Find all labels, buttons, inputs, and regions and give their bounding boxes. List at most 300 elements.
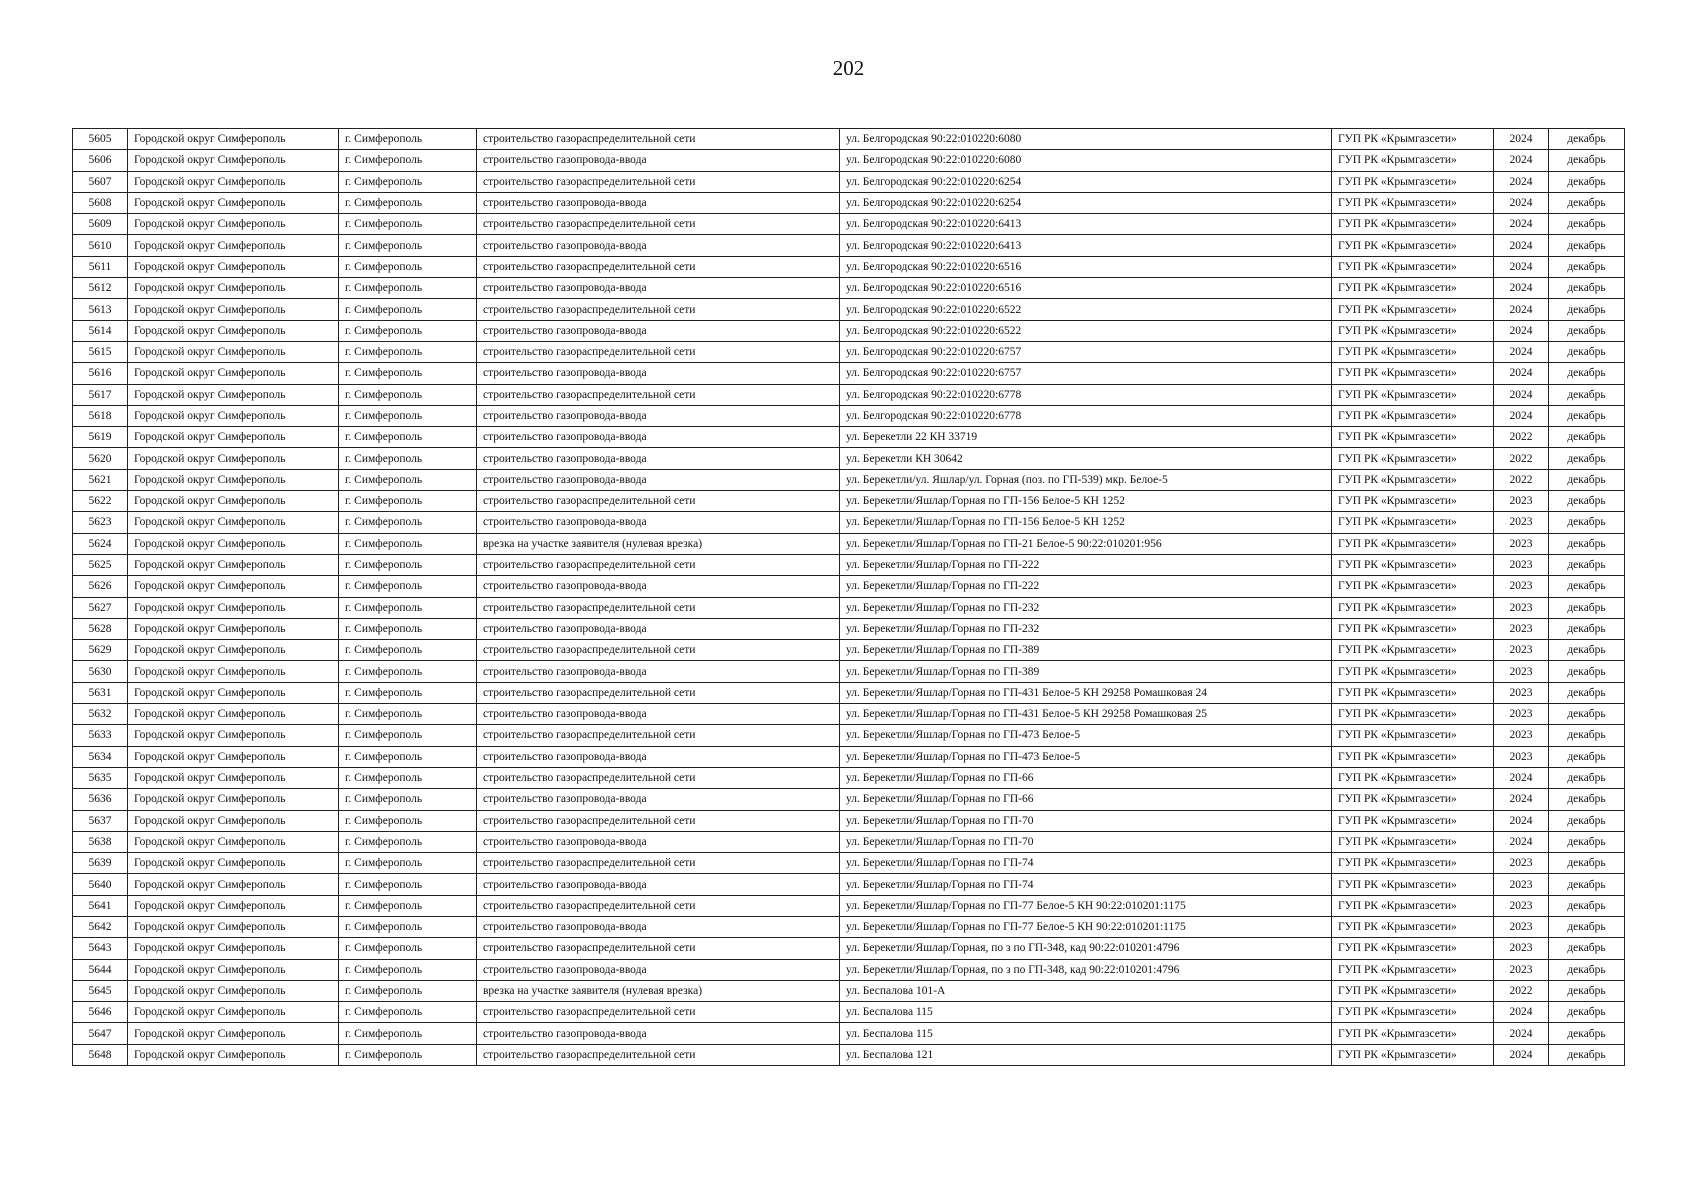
cell-address: ул. Берекетли/Яшлар/Горная по ГП-156 Белое-5 КН 1252 xyxy=(840,491,1332,512)
cell-month: декабрь xyxy=(1549,895,1625,916)
cell-row-number: 5628 xyxy=(73,618,128,639)
cell-row-number: 5623 xyxy=(73,512,128,533)
cell-organization: ГУП РК «Крымгазсети» xyxy=(1332,554,1494,575)
cell-row-number: 5622 xyxy=(73,491,128,512)
table-row xyxy=(73,491,1625,512)
cell-address: ул. Беспалова 115 xyxy=(840,1023,1332,1044)
cell-row-number: 5615 xyxy=(73,341,128,362)
cell-settlement: г. Симферополь xyxy=(339,853,477,874)
cell-row-number: 5617 xyxy=(73,384,128,405)
cell-year: 2024 xyxy=(1494,405,1549,426)
table-row xyxy=(73,512,1625,533)
cell-municipal-district: Городской округ Симферополь xyxy=(128,448,339,469)
cell-row-number: 5631 xyxy=(73,682,128,703)
cell-month: декабрь xyxy=(1549,810,1625,831)
cell-work-type: строительство газопровода-ввода xyxy=(477,789,840,810)
cell-address: ул. Белгородская 90:22:010220:6757 xyxy=(840,341,1332,362)
cell-work-type: строительство газораспределительной сети xyxy=(477,767,840,788)
cell-year: 2023 xyxy=(1494,491,1549,512)
cell-municipal-district: Городской округ Симферополь xyxy=(128,576,339,597)
cell-row-number: 5642 xyxy=(73,916,128,937)
cell-address: ул. Белгородская 90:22:010220:6254 xyxy=(840,171,1332,192)
cell-work-type: врезка на участке заявителя (нулевая врезка) xyxy=(477,533,840,554)
cell-work-type: врезка на участке заявителя (нулевая врезка) xyxy=(477,980,840,1001)
cell-work-type: строительство газораспределительной сети xyxy=(477,384,840,405)
cell-row-number: 5629 xyxy=(73,640,128,661)
cell-municipal-district: Городской округ Симферополь xyxy=(128,746,339,767)
cell-row-number: 5611 xyxy=(73,256,128,277)
cell-month: декабрь xyxy=(1549,959,1625,980)
cell-year: 2022 xyxy=(1494,427,1549,448)
table-row xyxy=(73,320,1625,341)
table-row xyxy=(73,1044,1625,1065)
cell-work-type: строительство газопровода-ввода xyxy=(477,235,840,256)
cell-work-type: строительство газораспределительной сети xyxy=(477,256,840,277)
cell-row-number: 5605 xyxy=(73,129,128,150)
cell-month: декабрь xyxy=(1549,1044,1625,1065)
cell-month: декабрь xyxy=(1549,980,1625,1001)
cell-address: ул. Берекетли/Яшлар/Горная по ГП-77 Белое-5 КН 90:22:010201:1175 xyxy=(840,895,1332,916)
cell-settlement: г. Симферополь xyxy=(339,491,477,512)
cell-organization: ГУП РК «Крымгазсети» xyxy=(1332,363,1494,384)
cell-municipal-district: Городской округ Симферополь xyxy=(128,895,339,916)
cell-municipal-district: Городской округ Симферополь xyxy=(128,491,339,512)
cell-row-number: 5647 xyxy=(73,1023,128,1044)
cell-address: ул. Белгородская 90:22:010220:6778 xyxy=(840,405,1332,426)
cell-work-type: строительство газопровода-ввода xyxy=(477,278,840,299)
cell-municipal-district: Городской округ Симферополь xyxy=(128,427,339,448)
cell-year: 2023 xyxy=(1494,533,1549,554)
cell-settlement: г. Симферополь xyxy=(339,320,477,341)
cell-settlement: г. Симферополь xyxy=(339,405,477,426)
cell-settlement: г. Симферополь xyxy=(339,916,477,937)
cell-row-number: 5608 xyxy=(73,192,128,213)
cell-year: 2023 xyxy=(1494,853,1549,874)
cell-municipal-district: Городской округ Симферополь xyxy=(128,597,339,618)
cell-address: ул. Белгородская 90:22:010220:6516 xyxy=(840,278,1332,299)
cell-municipal-district: Городской округ Симферополь xyxy=(128,299,339,320)
cell-organization: ГУП РК «Крымгазсети» xyxy=(1332,704,1494,725)
table-row xyxy=(73,171,1625,192)
cell-work-type: строительство газораспределительной сети xyxy=(477,938,840,959)
cell-municipal-district: Городской округ Симферополь xyxy=(128,278,339,299)
cell-work-type: строительство газопровода-ввода xyxy=(477,512,840,533)
cell-address: ул. Берекетли/Яшлар/Горная по ГП-222 xyxy=(840,576,1332,597)
cell-work-type: строительство газораспределительной сети xyxy=(477,491,840,512)
cell-year: 2024 xyxy=(1494,1044,1549,1065)
cell-month: декабрь xyxy=(1549,789,1625,810)
cell-year: 2024 xyxy=(1494,320,1549,341)
cell-municipal-district: Городской округ Симферополь xyxy=(128,1002,339,1023)
cell-month: декабрь xyxy=(1549,576,1625,597)
cell-address: ул. Берекетли/Яшлар/Горная по ГП-389 xyxy=(840,640,1332,661)
cell-work-type: строительство газораспределительной сети xyxy=(477,299,840,320)
table-row xyxy=(73,150,1625,171)
table-row xyxy=(73,1002,1625,1023)
cell-year: 2023 xyxy=(1494,746,1549,767)
cell-municipal-district: Городской округ Симферополь xyxy=(128,980,339,1001)
cell-organization: ГУП РК «Крымгазсети» xyxy=(1332,959,1494,980)
cell-work-type: строительство газораспределительной сети xyxy=(477,597,840,618)
cell-year: 2024 xyxy=(1494,384,1549,405)
cell-year: 2024 xyxy=(1494,299,1549,320)
cell-municipal-district: Городской округ Симферополь xyxy=(128,661,339,682)
cell-settlement: г. Симферополь xyxy=(339,767,477,788)
cell-address: ул. Белгородская 90:22:010220:6413 xyxy=(840,235,1332,256)
cell-municipal-district: Городской округ Симферополь xyxy=(128,129,339,150)
cell-settlement: г. Симферополь xyxy=(339,1044,477,1065)
cell-organization: ГУП РК «Крымгазсети» xyxy=(1332,384,1494,405)
cell-row-number: 5627 xyxy=(73,597,128,618)
cell-month: декабрь xyxy=(1549,192,1625,213)
cell-row-number: 5632 xyxy=(73,704,128,725)
cell-month: декабрь xyxy=(1549,704,1625,725)
table-row xyxy=(73,129,1625,150)
cell-month: декабрь xyxy=(1549,874,1625,895)
cell-month: декабрь xyxy=(1549,384,1625,405)
cell-row-number: 5610 xyxy=(73,235,128,256)
cell-month: декабрь xyxy=(1549,256,1625,277)
table-row xyxy=(73,235,1625,256)
cell-month: декабрь xyxy=(1549,427,1625,448)
cell-address: ул. Берекетли/Яшлар/Горная по ГП-70 xyxy=(840,810,1332,831)
cell-year: 2022 xyxy=(1494,469,1549,490)
table-row xyxy=(73,618,1625,639)
cell-municipal-district: Городской округ Симферополь xyxy=(128,469,339,490)
table-row xyxy=(73,405,1625,426)
cell-row-number: 5637 xyxy=(73,810,128,831)
cell-settlement: г. Симферополь xyxy=(339,363,477,384)
cell-work-type: строительство газораспределительной сети xyxy=(477,214,840,235)
cell-month: декабрь xyxy=(1549,299,1625,320)
cell-address: ул. Берекетли/Яшлар/Горная по ГП-473 Белое-5 xyxy=(840,746,1332,767)
cell-year: 2024 xyxy=(1494,767,1549,788)
table-row xyxy=(73,469,1625,490)
cell-row-number: 5619 xyxy=(73,427,128,448)
table-row xyxy=(73,895,1625,916)
cell-work-type: строительство газораспределительной сети xyxy=(477,853,840,874)
table-row xyxy=(73,256,1625,277)
cell-month: декабрь xyxy=(1549,682,1625,703)
cell-year: 2022 xyxy=(1494,448,1549,469)
cell-month: декабрь xyxy=(1549,278,1625,299)
cell-organization: ГУП РК «Крымгазсети» xyxy=(1332,725,1494,746)
table-row xyxy=(73,959,1625,980)
cell-work-type: строительство газопровода-ввода xyxy=(477,704,840,725)
table-row xyxy=(73,1023,1625,1044)
cell-work-type: строительство газопровода-ввода xyxy=(477,363,840,384)
cell-settlement: г. Симферополь xyxy=(339,150,477,171)
cell-settlement: г. Симферополь xyxy=(339,938,477,959)
cell-settlement: г. Симферополь xyxy=(339,469,477,490)
cell-municipal-district: Городской округ Симферополь xyxy=(128,256,339,277)
cell-municipal-district: Городской округ Симферополь xyxy=(128,810,339,831)
cell-organization: ГУП РК «Крымгазсети» xyxy=(1332,278,1494,299)
cell-row-number: 5648 xyxy=(73,1044,128,1065)
cell-work-type: строительство газопровода-ввода xyxy=(477,661,840,682)
cell-organization: ГУП РК «Крымгазсети» xyxy=(1332,171,1494,192)
cell-month: декабрь xyxy=(1549,405,1625,426)
cell-address: ул. Белгородская 90:22:010220:6413 xyxy=(840,214,1332,235)
cell-address: ул. Берекетли/Яшлар/Горная по ГП-473 Белое-5 xyxy=(840,725,1332,746)
cell-address: ул. Берекетли/Яшлар/Горная по ГП-66 xyxy=(840,767,1332,788)
cell-settlement: г. Симферополь xyxy=(339,448,477,469)
cell-work-type: строительство газораспределительной сети xyxy=(477,341,840,362)
cell-year: 2024 xyxy=(1494,129,1549,150)
cell-row-number: 5618 xyxy=(73,405,128,426)
cell-address: ул. Берекетли/Яшлар/Горная по ГП-74 xyxy=(840,874,1332,895)
cell-month: декабрь xyxy=(1549,235,1625,256)
cell-settlement: г. Симферополь xyxy=(339,640,477,661)
table-row xyxy=(73,278,1625,299)
cell-municipal-district: Городской округ Симферополь xyxy=(128,192,339,213)
cell-settlement: г. Симферополь xyxy=(339,256,477,277)
cell-work-type: строительство газопровода-ввода xyxy=(477,469,840,490)
cell-address: ул. Берекетли/Яшлар/Горная по ГП-74 xyxy=(840,853,1332,874)
cell-organization: ГУП РК «Крымгазсети» xyxy=(1332,150,1494,171)
cell-municipal-district: Городской округ Симферополь xyxy=(128,874,339,895)
cell-month: декабрь xyxy=(1549,554,1625,575)
cell-row-number: 5620 xyxy=(73,448,128,469)
cell-year: 2023 xyxy=(1494,938,1549,959)
cell-organization: ГУП РК «Крымгазсети» xyxy=(1332,1044,1494,1065)
cell-work-type: строительство газопровода-ввода xyxy=(477,320,840,341)
table-row xyxy=(73,533,1625,554)
table-row xyxy=(73,363,1625,384)
cell-municipal-district: Городской округ Симферополь xyxy=(128,533,339,554)
cell-month: декабрь xyxy=(1549,661,1625,682)
cell-row-number: 5640 xyxy=(73,874,128,895)
cell-municipal-district: Городской округ Симферополь xyxy=(128,512,339,533)
cell-address: ул. Берекетли/Яшлар/Горная по ГП-431 Белое-5 КН 29258 Ромашковая 25 xyxy=(840,704,1332,725)
cell-municipal-district: Городской округ Симферополь xyxy=(128,725,339,746)
cell-municipal-district: Городской округ Симферополь xyxy=(128,150,339,171)
cell-year: 2024 xyxy=(1494,363,1549,384)
cell-settlement: г. Симферополь xyxy=(339,959,477,980)
cell-address: ул. Берекетли/Яшлар/Горная, по з по ГП-348, кад 90:22:010201:4796 xyxy=(840,938,1332,959)
cell-settlement: г. Симферополь xyxy=(339,192,477,213)
cell-municipal-district: Городской округ Симферополь xyxy=(128,1044,339,1065)
cell-year: 2024 xyxy=(1494,171,1549,192)
cell-month: декабрь xyxy=(1549,512,1625,533)
cell-month: декабрь xyxy=(1549,767,1625,788)
cell-organization: ГУП РК «Крымгазсети» xyxy=(1332,299,1494,320)
cell-work-type: строительство газораспределительной сети xyxy=(477,682,840,703)
cell-organization: ГУП РК «Крымгазсети» xyxy=(1332,810,1494,831)
cell-municipal-district: Городской округ Симферополь xyxy=(128,640,339,661)
cell-row-number: 5641 xyxy=(73,895,128,916)
cell-organization: ГУП РК «Крымгазсети» xyxy=(1332,512,1494,533)
cell-month: декабрь xyxy=(1549,725,1625,746)
cell-year: 2022 xyxy=(1494,980,1549,1001)
cell-address: ул. Белгородская 90:22:010220:6254 xyxy=(840,192,1332,213)
cell-municipal-district: Городской округ Симферополь xyxy=(128,767,339,788)
cell-address: ул. Берекетли КН 30642 xyxy=(840,448,1332,469)
cell-row-number: 5636 xyxy=(73,789,128,810)
cell-municipal-district: Городской округ Симферополь xyxy=(128,1023,339,1044)
cell-organization: ГУП РК «Крымгазсети» xyxy=(1332,831,1494,852)
table-row xyxy=(73,384,1625,405)
page-number: 202 xyxy=(832,56,865,80)
cell-month: декабрь xyxy=(1549,363,1625,384)
cell-municipal-district: Городской округ Симферополь xyxy=(128,789,339,810)
cell-settlement: г. Симферополь xyxy=(339,980,477,1001)
cell-organization: ГУП РК «Крымгазсети» xyxy=(1332,980,1494,1001)
cell-settlement: г. Симферополь xyxy=(339,576,477,597)
cell-settlement: г. Симферополь xyxy=(339,618,477,639)
cell-organization: ГУП РК «Крымгазсети» xyxy=(1332,853,1494,874)
cell-year: 2023 xyxy=(1494,874,1549,895)
cell-month: декабрь xyxy=(1549,831,1625,852)
cell-municipal-district: Городской округ Симферополь xyxy=(128,682,339,703)
cell-work-type: строительство газопровода-ввода xyxy=(477,746,840,767)
cell-address: ул. Берекетли/Яшлар/Горная по ГП-77 Белое-5 КН 90:22:010201:1175 xyxy=(840,916,1332,937)
cell-organization: ГУП РК «Крымгазсети» xyxy=(1332,491,1494,512)
cell-work-type: строительство газопровода-ввода xyxy=(477,427,840,448)
gas-network-registry-table xyxy=(72,128,1625,1066)
cell-year: 2023 xyxy=(1494,554,1549,575)
cell-address: ул. Беспалова 115 xyxy=(840,1002,1332,1023)
cell-work-type: строительство газораспределительной сети xyxy=(477,725,840,746)
cell-address: ул. Берекетли/Яшлар/Горная по ГП-70 xyxy=(840,831,1332,852)
cell-year: 2023 xyxy=(1494,916,1549,937)
cell-work-type: строительство газораспределительной сети xyxy=(477,1002,840,1023)
cell-settlement: г. Симферополь xyxy=(339,384,477,405)
cell-row-number: 5646 xyxy=(73,1002,128,1023)
cell-month: декабрь xyxy=(1549,491,1625,512)
cell-organization: ГУП РК «Крымгазсети» xyxy=(1332,746,1494,767)
cell-address: ул. Берекетли/Яшлар/Горная по ГП-389 xyxy=(840,661,1332,682)
cell-organization: ГУП РК «Крымгазсети» xyxy=(1332,874,1494,895)
cell-year: 2024 xyxy=(1494,341,1549,362)
cell-municipal-district: Городской округ Симферополь xyxy=(128,554,339,575)
cell-organization: ГУП РК «Крымгазсети» xyxy=(1332,576,1494,597)
cell-work-type: строительство газопровода-ввода xyxy=(477,959,840,980)
cell-settlement: г. Симферополь xyxy=(339,171,477,192)
cell-settlement: г. Симферополь xyxy=(339,725,477,746)
table-row xyxy=(73,810,1625,831)
cell-settlement: г. Симферополь xyxy=(339,299,477,320)
cell-year: 2023 xyxy=(1494,512,1549,533)
cell-month: декабрь xyxy=(1549,1023,1625,1044)
cell-organization: ГУП РК «Крымгазсети» xyxy=(1332,916,1494,937)
table-row xyxy=(73,874,1625,895)
cell-row-number: 5643 xyxy=(73,938,128,959)
cell-address: ул. Берекетли/Яшлар/Горная по ГП-21 Белое-5 90:22:010201:956 xyxy=(840,533,1332,554)
cell-settlement: г. Симферополь xyxy=(339,278,477,299)
cell-month: декабрь xyxy=(1549,746,1625,767)
cell-month: декабрь xyxy=(1549,618,1625,639)
cell-row-number: 5644 xyxy=(73,959,128,980)
cell-municipal-district: Городской округ Симферополь xyxy=(128,171,339,192)
cell-address: ул. Беспалова 121 xyxy=(840,1044,1332,1065)
table-row xyxy=(73,192,1625,213)
table-row xyxy=(73,597,1625,618)
cell-work-type: строительство газопровода-ввода xyxy=(477,576,840,597)
cell-row-number: 5616 xyxy=(73,363,128,384)
cell-row-number: 5639 xyxy=(73,853,128,874)
cell-address: ул. Белгородская 90:22:010220:6080 xyxy=(840,150,1332,171)
cell-organization: ГУП РК «Крымгазсети» xyxy=(1332,235,1494,256)
cell-row-number: 5626 xyxy=(73,576,128,597)
table-row xyxy=(73,341,1625,362)
cell-settlement: г. Симферополь xyxy=(339,533,477,554)
cell-work-type: строительство газораспределительной сети xyxy=(477,1044,840,1065)
cell-municipal-district: Городской округ Симферополь xyxy=(128,916,339,937)
cell-municipal-district: Городской округ Симферополь xyxy=(128,853,339,874)
cell-row-number: 5614 xyxy=(73,320,128,341)
cell-municipal-district: Городской округ Симферополь xyxy=(128,235,339,256)
table-row xyxy=(73,640,1625,661)
cell-address: ул. Белгородская 90:22:010220:6080 xyxy=(840,129,1332,150)
cell-settlement: г. Симферополь xyxy=(339,1023,477,1044)
table-row xyxy=(73,427,1625,448)
cell-settlement: г. Симферополь xyxy=(339,895,477,916)
cell-municipal-district: Городской округ Симферополь xyxy=(128,831,339,852)
table-row xyxy=(73,853,1625,874)
table-row xyxy=(73,916,1625,937)
cell-organization: ГУП РК «Крымгазсети» xyxy=(1332,341,1494,362)
cell-year: 2023 xyxy=(1494,725,1549,746)
cell-row-number: 5607 xyxy=(73,171,128,192)
cell-settlement: г. Симферополь xyxy=(339,682,477,703)
cell-month: декабрь xyxy=(1549,938,1625,959)
cell-month: декабрь xyxy=(1549,341,1625,362)
table-row xyxy=(73,831,1625,852)
cell-work-type: строительство газопровода-ввода xyxy=(477,618,840,639)
cell-settlement: г. Симферополь xyxy=(339,810,477,831)
cell-organization: ГУП РК «Крымгазсети» xyxy=(1332,427,1494,448)
cell-address: ул. Белгородская 90:22:010220:6778 xyxy=(840,384,1332,405)
cell-month: декабрь xyxy=(1549,597,1625,618)
cell-year: 2024 xyxy=(1494,150,1549,171)
table-row xyxy=(73,789,1625,810)
cell-row-number: 5609 xyxy=(73,214,128,235)
cell-settlement: г. Симферополь xyxy=(339,554,477,575)
cell-municipal-district: Городской округ Симферополь xyxy=(128,405,339,426)
cell-year: 2023 xyxy=(1494,640,1549,661)
cell-organization: ГУП РК «Крымгазсети» xyxy=(1332,469,1494,490)
cell-month: декабрь xyxy=(1549,640,1625,661)
cell-municipal-district: Городской округ Симферополь xyxy=(128,384,339,405)
cell-year: 2024 xyxy=(1494,789,1549,810)
cell-settlement: г. Симферополь xyxy=(339,597,477,618)
cell-year: 2024 xyxy=(1494,810,1549,831)
cell-address: ул. Берекетли/Яшлар/Горная по ГП-232 xyxy=(840,618,1332,639)
cell-year: 2024 xyxy=(1494,1023,1549,1044)
cell-month: декабрь xyxy=(1549,448,1625,469)
cell-row-number: 5606 xyxy=(73,150,128,171)
cell-row-number: 5630 xyxy=(73,661,128,682)
cell-settlement: г. Симферополь xyxy=(339,214,477,235)
cell-address: ул. Берекетли/Яшлар/Горная по ГП-232 xyxy=(840,597,1332,618)
cell-month: декабрь xyxy=(1549,129,1625,150)
cell-settlement: г. Симферополь xyxy=(339,512,477,533)
cell-work-type: строительство газопровода-ввода xyxy=(477,448,840,469)
table-row xyxy=(73,704,1625,725)
table-row xyxy=(73,767,1625,788)
cell-organization: ГУП РК «Крымгазсети» xyxy=(1332,129,1494,150)
cell-municipal-district: Городской округ Симферополь xyxy=(128,341,339,362)
cell-year: 2024 xyxy=(1494,214,1549,235)
cell-year: 2023 xyxy=(1494,895,1549,916)
cell-municipal-district: Городской округ Симферополь xyxy=(128,704,339,725)
cell-work-type: строительство газораспределительной сети xyxy=(477,171,840,192)
cell-settlement: г. Симферополь xyxy=(339,661,477,682)
cell-address: ул. Берекетли/Яшлар/Горная, по з по ГП-348, кад 90:22:010201:4796 xyxy=(840,959,1332,980)
cell-year: 2024 xyxy=(1494,278,1549,299)
cell-year: 2023 xyxy=(1494,704,1549,725)
